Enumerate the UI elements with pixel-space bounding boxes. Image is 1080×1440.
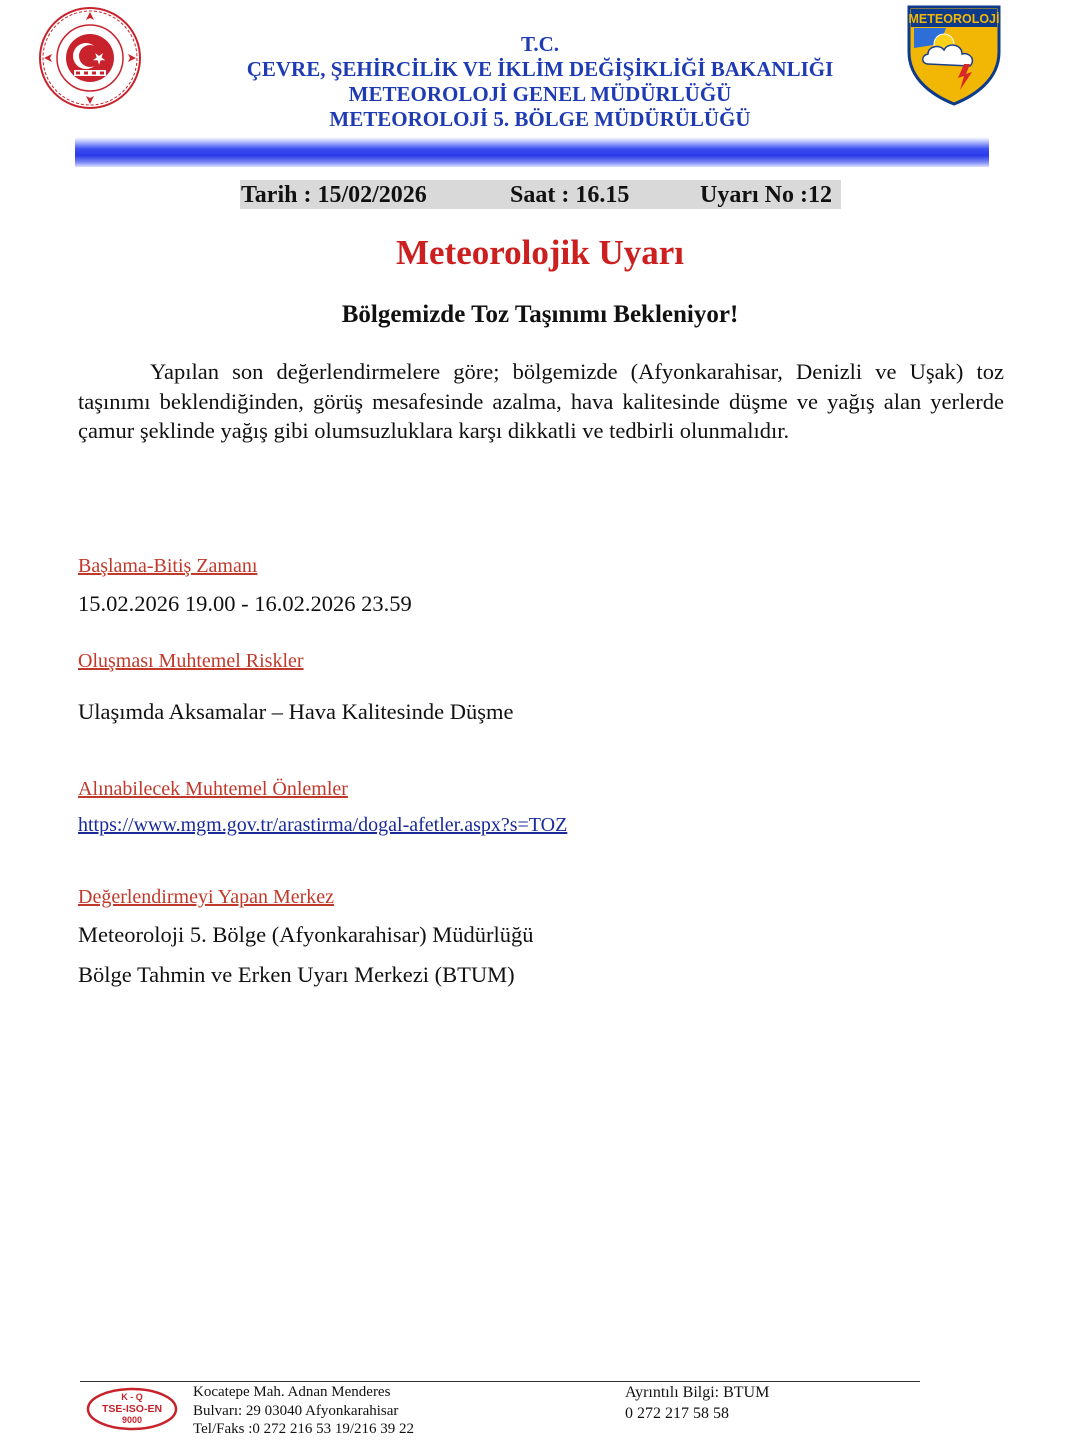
- ministry-seal-logo: [36, 4, 144, 112]
- measures-link[interactable]: https://www.mgm.gov.tr/arastirma/dogal-afetler.aspx?s=TOZ: [78, 814, 568, 836]
- time-text: Saat : 16.15: [510, 182, 630, 208]
- tse-logo-mid-text: TSE-ISO-EN: [101, 1403, 163, 1415]
- center-line-1: Meteoroloji 5. Bölge (Afyonkarahisar) Müdürlüğü: [78, 922, 534, 947]
- measures-heading: Alınabilecek Muhtemel Önlemler: [78, 778, 348, 800]
- warning-number-text: Uyarı No :12: [700, 182, 832, 208]
- warning-title: Meteorolojik Uyarı: [395, 233, 684, 272]
- header-blue-bar: [75, 137, 989, 167]
- footer-info-label: Ayrıntılı Bilgi: BTUM: [625, 1384, 770, 1401]
- tse-certification-logo: [84, 1386, 180, 1432]
- center-heading: Değerlendirmeyi Yapan Merkez: [78, 886, 335, 908]
- footer-address-line-2: Bulvarı: 29 03040 Afyonkarahisar: [193, 1403, 399, 1419]
- warning-body-paragraph: Yapılan son değerlendirmelere göre; bölgemizde (Afyonkarahisar, Denizli ve Uşak) toz taşınımı beklendiğinden, görüş mesafesinde azalma, hava kalitesinde düşme ve yağış alan yerlerde çamur şeklinde yağış gibi olumsuzluklara karşı dikkatli ve tedbirli olunmalıdır.: [78, 359, 1004, 444]
- meteoroloji-logo: [906, 4, 1002, 106]
- header-ministry: ÇEVRE, ŞEHİRCİLİK VE İKLİM DEĞİŞİKLİĞİ BAKANLIĞI: [246, 57, 834, 81]
- header-tc: T.C.: [520, 32, 560, 56]
- center-line-2: Bölge Tahmin ve Erken Uyarı Merkezi (BTUM): [78, 962, 515, 987]
- footer-tel: Tel/Faks :0 272 216 53 19/216 39 22: [193, 1421, 415, 1437]
- header-general-directorate: METEOROLOJİ GENEL MÜDÜRLÜĞÜ: [348, 82, 732, 106]
- meteoroloji-logo-text: METEOROLOJİ: [908, 12, 1000, 26]
- risks-value: Ulaşımda Aksamalar – Hava Kalitesinde Düşme: [78, 699, 514, 724]
- footer-info-phone: 0 272 217 58 58: [625, 1405, 729, 1422]
- date-text: Tarih : 15/02/2026: [241, 182, 427, 208]
- tse-logo-top-text: K - Q: [121, 1392, 143, 1402]
- footer-divider: [80, 1381, 920, 1382]
- footer-address-line-1: Kocatepe Mah. Adnan Menderes: [193, 1384, 391, 1400]
- risks-heading: Oluşması Muhtemel Riskler: [78, 650, 304, 672]
- warning-subtitle: Bölgemizde Toz Taşınımı Bekleniyor!: [341, 301, 739, 328]
- period-value: 15.02.2026 19.00 - 16.02.2026 23.59: [78, 591, 412, 616]
- header-regional-directorate: METEOROLOJİ 5. BÖLGE MÜDÜRÜLÜĞÜ: [329, 107, 751, 131]
- tse-logo-bottom-text: 9000: [121, 1415, 143, 1425]
- header-block: [170, 32, 910, 132]
- period-heading: Başlama-Bitiş Zamanı: [78, 555, 258, 577]
